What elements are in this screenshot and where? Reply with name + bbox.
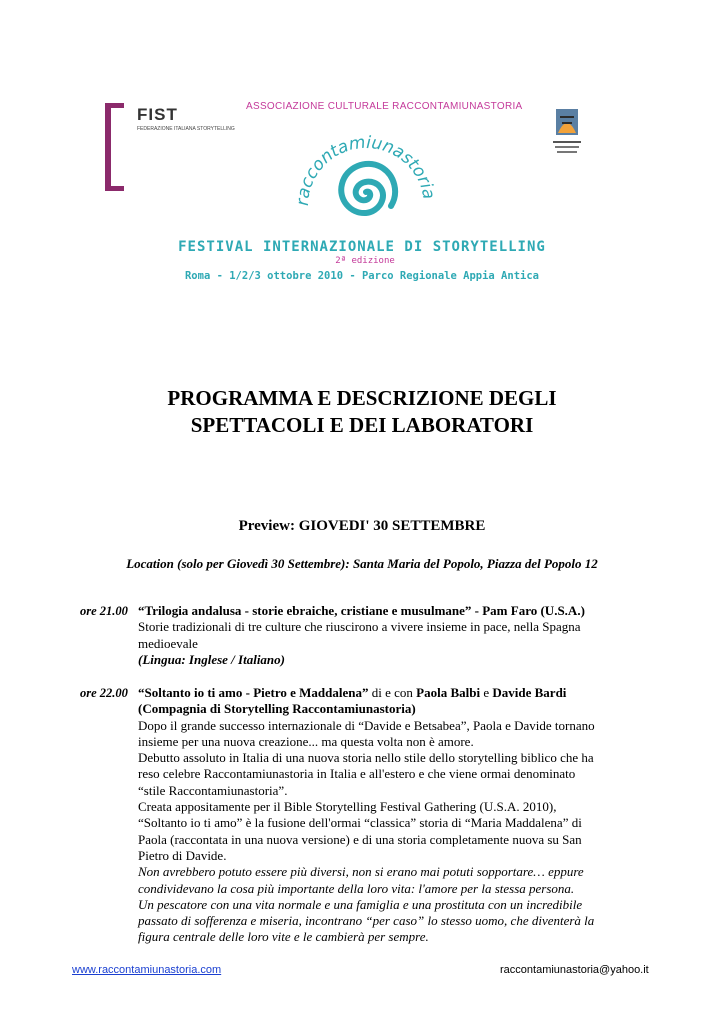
- location-line: Location (solo per Giovedì 30 Settembre): Santa Maria del Popolo, Piazza del Popolo 12: [126, 556, 598, 571]
- page-title: [0, 385, 724, 439]
- event2-performer2: Davide Bardi: [492, 685, 567, 700]
- event2-italic-line: Non avrebbero potuto essere più diversi, non si erano mai potuti sopportare… eppure: [138, 864, 584, 880]
- fist-logo-subtext: FEDERAZIONE ITALIANA STORYTELLING: [137, 126, 235, 132]
- event2-line: Creata appositamente per il Bible Storytelling Festival Gathering (U.S.A. 2010),: [138, 799, 557, 815]
- preview-heading: Preview: GIOVEDI' 30 SETTEMBRE: [238, 518, 486, 534]
- event2-italic-line: figura centrale delle loro vite e le cambierà per sempre.: [138, 929, 429, 945]
- event2-performer1: Paola Balbi: [416, 685, 481, 700]
- svg-text:raccontamiunastoria: [293, 133, 439, 207]
- spiral-logo: [290, 120, 442, 248]
- event2-company: (Compagnia di Storytelling Raccontamiunastoria): [138, 701, 416, 717]
- website-link[interactable]: www.raccontamiunastoria.com: [72, 964, 222, 976]
- event2-line: Debutto assoluto in Italia di una nuova storia nello stile dello storytelling biblico che ha: [138, 750, 594, 766]
- bracket-decoration: [104, 103, 126, 191]
- festival-title: FESTIVAL INTERNAZIONALE DI STORYTELLING: [178, 239, 546, 255]
- event2-line: reso celebre Raccontamiunastoria in Italia e all'estero e che viene ormai denominato: [138, 766, 576, 782]
- association-name: ASSOCIAZIONE CULTURALE RACCONTAMIUNASTORIA: [246, 101, 523, 112]
- event1-block: [138, 603, 658, 668]
- event2-line: “stile Raccontamiunastoria”.: [138, 782, 288, 798]
- contact-email: raccontamiunastoria@yahoo.it: [500, 964, 649, 976]
- event2-italic-line: condividevano la cosa più importante della loro vita: l'amore per la stessa persona.: [138, 880, 575, 896]
- fist-logo: [137, 105, 247, 141]
- event2-line: Paola (raccontata in una nuova versione) e di una storia completamente nuova su San: [138, 831, 582, 847]
- fist-logo-text: FIST: [137, 105, 178, 124]
- event2-time: ore 22.00: [80, 686, 128, 700]
- event2-italic-line: passato di sofferenza e miseria, incontrano “per caso” lo stesso uomo, che diventerà la: [138, 913, 595, 929]
- festival-dates-place: Roma - 1/2/3 ottobre 2010 - Parco Regionale Appia Antica: [184, 270, 539, 282]
- event1-desc-line1: Storie tradizionali di tre culture che riuscirono a vivere insieme in pace, nella Spagna: [138, 619, 581, 635]
- spiral-logo-text: raccontamiunastoria: [292, 132, 439, 207]
- event2-title-line: [138, 685, 658, 701]
- event1-time: ore 21.00: [80, 604, 128, 618]
- event2-line: Pietro di Davide.: [138, 847, 227, 863]
- event2-and-text: e: [480, 685, 493, 700]
- edition-label: 2ª edizione: [335, 256, 395, 266]
- page-title-line2: SPETTACOLI E DEI LABORATORI: [190, 413, 534, 437]
- event2-line: insieme per una nuova creazione... ma questa volta non è amore.: [138, 733, 474, 749]
- event2-line: Dopo il grande successo internazionale di “Davide e Betsabea”, Paola e Davide tornano: [138, 717, 595, 733]
- event2-by-text: di e con: [368, 685, 417, 700]
- event2-title: “Soltanto io ti amo - Pietro e Maddalena”: [138, 685, 369, 700]
- event2-line: “Soltanto io ti amo” è la fusione dell'ormai “classica” storia di “Maria Maddalena” di: [138, 815, 582, 831]
- event2-italic-line: Un pescatore con una vita normale e una famiglia e una prostituta con un incredibile: [138, 896, 583, 912]
- event1-title: “Trilogia andalusa - storie ebraiche, cristiane e musulmane” - Pam Faro (U.S.A.): [138, 603, 585, 618]
- page-title-line1: PROGRAMMA E DESCRIZIONE DEGLI: [167, 386, 557, 410]
- park-logo: [550, 107, 584, 161]
- event1-desc-line2: medioevale: [138, 635, 198, 651]
- event1-language: (Lingua: Inglese / Italiano): [138, 651, 285, 667]
- event2-block: [138, 685, 658, 946]
